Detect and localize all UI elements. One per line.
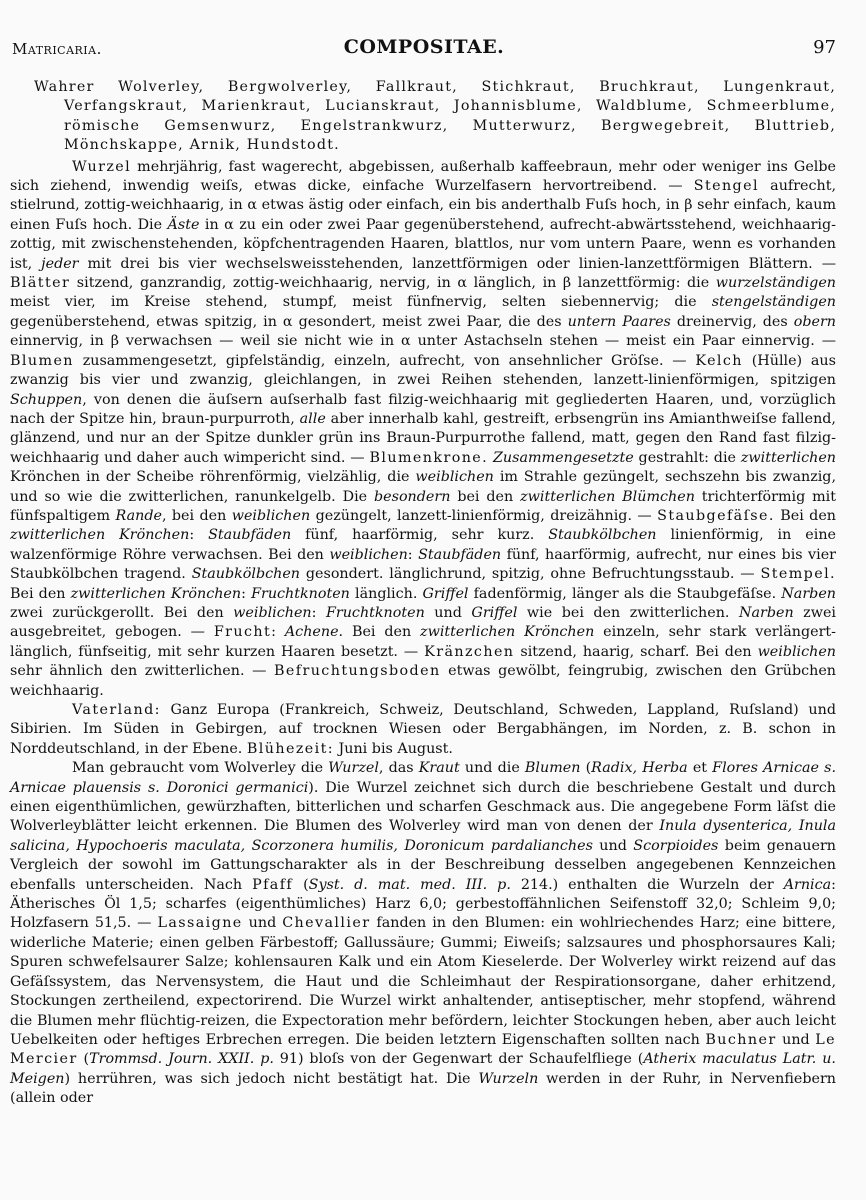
text-run: im Strahle gezüngelt, sechszehn bis zwanzig, und so wie die zwitterlichen, ranunkelgelb. Die	[10, 469, 836, 505]
text-run: , das	[378, 760, 419, 777]
latin-name: Flores Arnicae s. Arnicae plauensis s. Doronici germanici	[10, 760, 836, 796]
term-stempel: Stempel.	[760, 566, 836, 583]
italic-term: Griffel	[422, 585, 469, 602]
author-name: Buchner	[705, 1031, 777, 1048]
text-run: gesondert. länglichrund, spitzig, ohne Befruchtungsstaub. —	[300, 566, 761, 583]
italic-term: Staubfäden	[208, 527, 292, 544]
text-run: (	[580, 760, 592, 777]
term-blumen: Blumen	[10, 352, 74, 369]
italic-term: wurzelständigen	[715, 275, 836, 292]
family-heading: COMPOSITAE.	[343, 36, 505, 58]
text-run: trichterförmig mit fünfspaltigem	[10, 488, 836, 524]
italic-term: Fruchtknoten	[251, 585, 350, 602]
text-run: :	[241, 585, 252, 602]
italic-term: stengelständigen	[711, 294, 836, 311]
author-name: Lassaigne	[157, 915, 243, 932]
italic-term: Wurzel	[328, 760, 379, 777]
italic-term: Blumen	[524, 760, 581, 777]
italic-term: Kraut	[418, 760, 460, 777]
citation: Syst. d. mat. med. III. p.	[308, 876, 511, 893]
text-run: fünf, haarförmig, sehr kurz.	[291, 527, 549, 544]
italic-term: Wurzeln	[478, 1070, 539, 1087]
text-run: (	[293, 876, 309, 893]
italic-term: Narben	[738, 604, 794, 621]
text-run: 91) bloſs von der Gegenwart der Schaufelfliege (	[273, 1051, 644, 1068]
term-kraenzchen: Kränzchen	[424, 643, 515, 660]
author-name: Pfaff	[252, 876, 294, 893]
text-run: dreinervig, des	[670, 313, 794, 330]
term-kelch: Kelch	[695, 352, 743, 369]
term-bluehezeit: Blühezeit:	[246, 740, 334, 757]
text-run: wie bei den zwitterlichen.	[517, 604, 739, 621]
common-names-paragraph: Wahrer Wolverley, Bergwolverley, Fallkraut, Stichkraut, Bruchkraut, Lungenkraut, Verfangskraut, Marienkraut, Lucianskraut, Johannisblume, Waldblume, Schmeerblume, römische Gemsenwurz, Engelstrankwurz, Mutterwurz, Bergwegebreit, Bluttrieb, Mönchskappe, Arnik, Hundstodt.	[34, 79, 836, 154]
italic-term: Rande	[115, 507, 162, 524]
text-run: aufrecht, stielrund, zottig-weichhaarig, in α etwas ästig oder einfach, ein bis anderthalb Fuſs hoch, in β sehr einfach, kaum einen Fuſs hoch. Die	[10, 178, 836, 233]
text-run: und	[242, 915, 283, 932]
text-run: Bei den	[774, 507, 837, 524]
body-text	[10, 78, 836, 1109]
text-run: zwei zurückgerollt. Bei den	[10, 604, 234, 621]
italic-term: Achene	[284, 624, 339, 641]
text-run: Juni bis August.	[333, 740, 453, 757]
italic-term: jeder	[41, 255, 79, 272]
text-run: sehr ähnlich den zwitterlichen. —	[10, 663, 274, 680]
citation: Trommsd. Journ. XXII. p.	[89, 1051, 274, 1068]
latin-name: Atherix maculatus Latr. u. Meigen	[10, 1051, 836, 1087]
text-run: :	[407, 546, 419, 563]
text-run: und	[776, 1031, 816, 1048]
text-run: und	[592, 837, 634, 854]
latin-name: Radix, Herba	[591, 760, 688, 777]
italic-term: besondern	[374, 488, 451, 505]
text-run: zwei ausgebreitet, gebogen. —	[10, 604, 836, 641]
italic-term: zwitterlichen Blümchen	[520, 488, 695, 505]
term-frucht: Frucht	[213, 624, 272, 641]
latin-name: Arnica	[783, 876, 832, 893]
text-run: meist vier, im Kreise stehend, stumpf, meist fünfnervig, selten siebennervig; die	[10, 294, 712, 311]
text-run: etwas gewölbt, feingrubig, zwischen den Grübchen weichhaarig.	[10, 663, 836, 699]
vaterland-paragraph	[10, 701, 836, 759]
text-run: zusammengesetzt, gipfelständig, einzeln, aufrecht, von ansehnlicher Gröſse. —	[73, 352, 696, 369]
italic-term: weiblichen	[233, 604, 312, 621]
italic-term: Staubfäden	[418, 546, 502, 563]
text-run: Man gebraucht vom Wolverley die	[72, 760, 329, 777]
italic-term: weiblichen	[329, 546, 408, 563]
text-run: sitzend, haarig, scharf. Bei den	[514, 643, 758, 660]
text-run: , von denen die äuſsern auſserhalb fast filzig-weichhaarig mit gegliederten Haaren, und, vorzüglich nach der Spitze hin, braun-purpurroth,	[10, 391, 836, 427]
text-run: und die	[459, 760, 525, 777]
text-run: bei den	[450, 488, 521, 505]
text-run: fanden in den Blumen: ein wohlriechendes Harz; eine bittere, widerliche Materie; einen gelben Färbestoff; Gallussäure; Gummi; Eiweiſs; salzsaures und phosphorsaures Kali; Spuren schwefelsaurer Salze; kohlensauren Kalk und ein Atom Kieselerde. Der Wolverley wirkt reizend auf das Gefäſssystem, das Nervensystem, die Haut und die Schleimhaut der Respirationsorgane, daher erhitzend, Stockungen zertheilend, expectorirend. Die Wurzel wirkt anhaltender, antiseptischer, mehr stopfend, während die Blumen mehr flüchtig-reizen, die Expectoration mehr befördern, leichter Stockungen heben, aber auch leicht Uebelkeiten oder heftiges Erbrechen erregen. Die beiden letztern Eigenschaften sollten nach	[10, 915, 836, 1048]
text-run: Ganz Europa (Frankreich, Schweiz, Deutschland, Schweden, Lappland, Ruſsland) und Sibirien. Im Süden in Gebirgen, auf trocknen Wiesen oder Bergabhängen, im Norden, z. B. schon in Norddeutschland, in der Ebene.	[10, 702, 836, 757]
text-run: Bei den	[10, 585, 71, 602]
term-befruchtungsboden: Befruchtungsboden	[274, 663, 441, 680]
author-name: Chevallier	[282, 915, 371, 932]
text-run: mehrjährig, fast wagerecht, abgebissen, außerhalb kaffeebraun, mehr oder weniger ins Gelbe sich ziehend, inwendig weiſs, etwas dicke, einfache Wurzelfasern hervortreibend. —	[10, 158, 836, 195]
italic-term: Staubkölbchen	[191, 566, 300, 583]
text-run: :	[311, 604, 326, 621]
italic-term: weiblichen	[231, 507, 311, 524]
italic-term: alle	[299, 410, 326, 427]
text-run: ) herrühren, was sich jedoch nicht bestätigt hat. Die	[64, 1070, 479, 1087]
page-number: 97	[813, 37, 836, 58]
text-run: (Hülle) aus zwanzig bis vier und zwanzig, gleichlangen, in zwei Reihen stehenden, lanzett-linienförmigen, spitzigen	[10, 352, 836, 389]
term-blumenkrone: Blumenkrone.	[369, 449, 489, 466]
term-wurzel: Wurzel	[72, 158, 132, 175]
text-run: gegenüberstehend, etwas spitzig, in α gesondert, meist zwei Paar, die des	[10, 313, 568, 330]
text-run: . Bei den	[338, 624, 421, 641]
text-run: et	[687, 760, 713, 777]
description-paragraph	[10, 158, 836, 701]
italic-term: zwitterlichen Krönchen	[70, 585, 242, 602]
text-run: Krönchen in der Scheibe röhrenförmig, vielzählig, die	[10, 469, 416, 486]
italic-term: zwitterlichen Krönchen	[10, 527, 190, 544]
term-stengel: Stengel	[693, 178, 759, 195]
text-run: gezüngelt, lanzett-linienförmig, dreizähnig. —	[310, 507, 658, 524]
text-run: gestrahlt: die	[633, 449, 741, 466]
term-blaetter: Blätter	[10, 275, 71, 292]
text-run: sitzend, ganzrandig, zottig-weichhaarig, nervig, in α länglich, in β lanzettförmig: die	[70, 275, 716, 292]
text-run: beim genauern Vergleich der sowohl im Gattungscharakter als in der Beschreibung desselben angegebenen Kennzeichen ebenfalls unterscheiden. Nach	[10, 837, 836, 893]
italic-term: Narben	[781, 585, 836, 602]
text-run: ). Die Wurzel zeichnet sich durch die beschriebene Gestalt und durch einen eigenthümlichen, gewürzhaften, bitterlichen und scharfen Geschmack aus. Die angegebene Form läſst die Wolverleyblätter leicht erkennen. Die Blumen des Wolverley wird man von denen der	[10, 779, 837, 835]
latin-name: Scorpioides	[633, 837, 719, 854]
usage-paragraph	[10, 759, 836, 1108]
text-run: , bei den	[161, 507, 232, 524]
italic-term: weiblichen	[757, 643, 837, 660]
italic-term: obern	[793, 313, 836, 330]
italic-term: Fruchtknoten	[325, 604, 425, 621]
text-run: in α zu ein oder zwei Paar gegenüberstehend, aufrecht-abwärtsstehend, weichhaarig-zottig, mit zwischenstehenden, köpfchentragenden Haaren, blattlos, nur vom untern Paare, wenn es vorhanden ist,	[10, 216, 836, 272]
italic-term: zwitterlichen	[740, 449, 837, 466]
author-name: Le Mercier	[10, 1031, 836, 1068]
italic-term: Staubkölbchen	[548, 527, 657, 544]
text-run: mit drei bis vier wechselsweisstehenden, lanzettförmigen oder linien-lanzettförmigen Blättern. —	[78, 255, 836, 272]
italic-term: zwitterlichen Krönchen	[420, 624, 595, 641]
text-run: (	[77, 1051, 90, 1068]
text-run: :	[189, 527, 209, 544]
italic-term: Schuppen	[10, 391, 83, 408]
text-run: :	[271, 624, 285, 641]
text-run: werden in der Ruhr, in Nervenfiebern (allein oder	[10, 1070, 836, 1107]
italic-term: weiblichen	[415, 469, 494, 486]
term-staubgefaesse: Staubgefäſse.	[657, 507, 775, 524]
text-run: einnervig, in β verwachsen — weil sie nicht wie in α unter Astachseln stehen — meist ein Paar einnervig. —	[10, 333, 836, 350]
text-run: 214.) enthalten die Wurzeln der	[510, 876, 784, 893]
text-run: aber innerhalb kahl, gestreift, erbsengrün ins Amianthweiſse fallend, glänzend, und nur an der Spitze dunkler grün ins Braun-Purpurrothe fallend, matt, gegen den Rand fast filzig-weichhaarig und daher auch wimpericht sind. —	[10, 410, 836, 466]
text-run: und	[424, 604, 472, 621]
text-run: fadenförmig, länger als die Staubgefäſse.	[468, 585, 782, 602]
text-run: einzeln, sehr stark verlängert-länglich, fünfseitig, mit sehr kurzen Haaren besetzt. —	[10, 624, 836, 660]
text-run: linienförmig, in eine walzenförmige Röhre verwachsen. Bei den	[10, 527, 836, 563]
running-head	[12, 36, 836, 62]
text-run: länglich.	[349, 585, 423, 602]
text-run: : Ätherisches Öl 1,5; scharfes (eigenthümliches) Harz 6,0; gerbestoffähnlichen Seifenstoff 32,0; Schleim 9,0; Holzfasern 51,5. —	[10, 876, 836, 932]
italic-term: Griffel	[471, 604, 518, 621]
italic-term: Äste	[167, 216, 200, 233]
genus-heading: Matricaria.	[12, 40, 102, 58]
italic-term: Zusammengesetzte	[493, 449, 634, 466]
italic-term: untern Paares	[567, 313, 671, 330]
latin-name: Inula dysenterica, Inula salicina, Hypochoeris maculata, Scorzonera humilis, Doronicum pardalianches	[10, 818, 836, 854]
text-run: fünf, haarförmig, aufrecht, nur eines bis vier Staubkölbchen tragend.	[10, 546, 836, 583]
term-vaterland: Vaterland:	[72, 702, 161, 718]
